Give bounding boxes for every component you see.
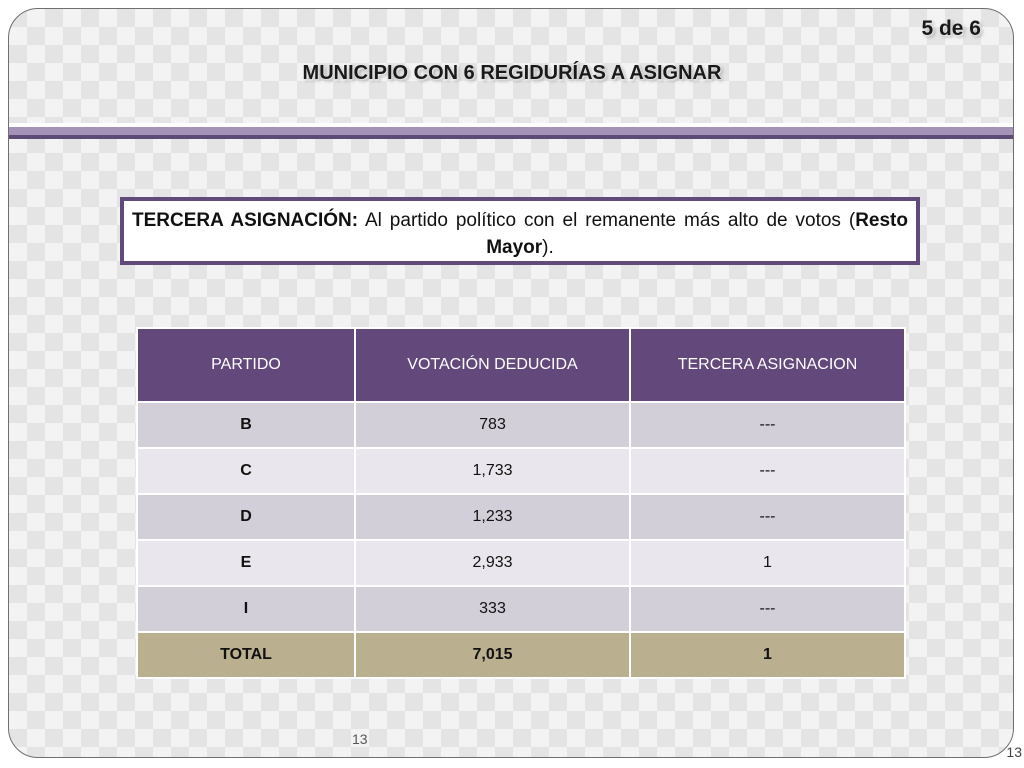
note-text-before: Al partido político con el remanente más alto de votos ( xyxy=(358,210,856,231)
table-row xyxy=(137,402,905,448)
total-asignacion: 1 xyxy=(630,632,905,678)
allocation-table xyxy=(136,327,906,679)
cell-partido: C xyxy=(137,448,355,494)
cell-votacion: 333 xyxy=(355,586,630,632)
table-header-row xyxy=(137,328,905,402)
table-row xyxy=(137,494,905,540)
slide-title: MUNICIPIO CON 6 REGIDURÍAS A ASIGNAR xyxy=(302,62,722,84)
table-total-row xyxy=(137,632,905,678)
cell-asignacion: 1 xyxy=(630,540,905,586)
cell-votacion: 2,933 xyxy=(355,540,630,586)
cell-partido: I xyxy=(137,586,355,632)
table-row xyxy=(137,448,905,494)
cell-asignacion: --- xyxy=(630,586,905,632)
assignment-note xyxy=(120,197,920,265)
header-asignacion: TERCERA ASIGNACION xyxy=(630,328,905,402)
cell-asignacion: --- xyxy=(630,494,905,540)
total-votacion: 7,015 xyxy=(355,632,630,678)
decorative-band xyxy=(9,123,1014,139)
cell-votacion: 1,233 xyxy=(355,494,630,540)
slide-number: 13 xyxy=(352,731,368,747)
table-row xyxy=(137,586,905,632)
cell-asignacion: --- xyxy=(630,402,905,448)
cell-votacion: 783 xyxy=(355,402,630,448)
cell-partido: E xyxy=(137,540,355,586)
page-counter: 5 de 6 xyxy=(921,17,981,40)
total-label: TOTAL xyxy=(137,632,355,678)
header-partido: PARTIDO xyxy=(137,328,355,402)
note-highlight: Resto Mayor xyxy=(486,210,908,258)
table-row xyxy=(137,540,905,586)
cell-partido: B xyxy=(137,402,355,448)
band-light-stripe xyxy=(9,127,1014,135)
slide xyxy=(8,8,1014,758)
note-text-after: ). xyxy=(542,237,554,258)
header-votacion: VOTACIÓN DEDUCIDA xyxy=(355,328,630,402)
band-dark-stripe xyxy=(9,135,1014,139)
allocation-table-wrapper xyxy=(136,327,906,679)
cell-votacion: 1,733 xyxy=(355,448,630,494)
slide-number-corner: 13 xyxy=(1006,744,1022,760)
note-label: TERCERA ASIGNACIÓN: xyxy=(132,210,359,231)
cell-asignacion: --- xyxy=(630,448,905,494)
cell-partido: D xyxy=(137,494,355,540)
